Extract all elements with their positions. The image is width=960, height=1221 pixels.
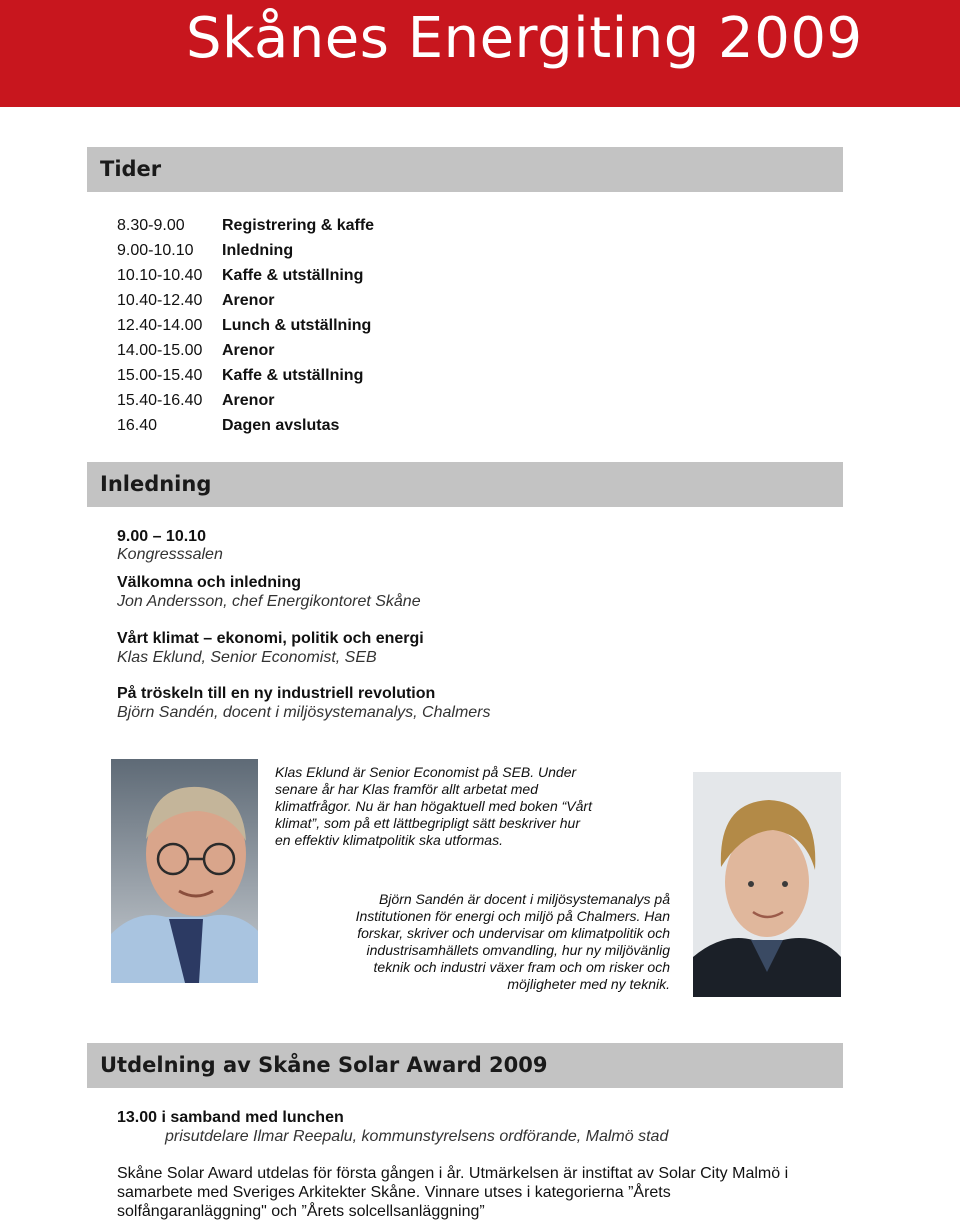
section-header-inledning (87, 462, 843, 507)
award-time: 13.00 i samband med lunchen (117, 1109, 344, 1126)
schedule-row (117, 215, 517, 240)
schedule-activity: Arenor (222, 392, 275, 409)
talk-title: På tröskeln till en ny industriell revolution (117, 685, 436, 702)
section-header-award (87, 1043, 843, 1088)
schedule-time: 12.40-14.00 (117, 317, 203, 334)
schedule-row (117, 390, 517, 415)
schedule-row (117, 290, 517, 315)
bio-line: forskar, skriver och undervisar om klimatpolitik och (357, 925, 670, 941)
section-title-tider: Tider (100, 157, 162, 181)
schedule-activity: Kaffe & utställning (222, 267, 364, 284)
bio-line: industrisamhällets omvandling, hur ny miljövänlig (366, 942, 670, 958)
schedule-time: 10.10-10.40 (117, 267, 203, 284)
schedule-time: 8.30-9.00 (117, 217, 185, 234)
talk-speaker: Klas Eklund, Senior Economist, SEB (117, 649, 377, 666)
schedule-activity: Registrering & kaffe (222, 217, 375, 234)
schedule-activity: Inledning (222, 242, 294, 259)
header-banner (0, 0, 960, 107)
klas-eklund-photo (111, 759, 258, 983)
award-presenter: prisutdelare Ilmar Reepalu, kommunstyrelsens ordförande, Malmö stad (165, 1128, 669, 1145)
schedule-time: 16.40 (117, 417, 158, 434)
schedule-list (117, 215, 517, 440)
schedule-row (117, 365, 517, 390)
inledning-time: 9.00 – 10.10 (117, 528, 206, 545)
inledning-venue: Kongresssalen (117, 546, 223, 563)
schedule-row (117, 240, 517, 265)
schedule-activity: Kaffe & utställning (222, 367, 364, 384)
bio-line: en effektiv klimatpolitik ska utformas. (275, 832, 503, 848)
bio-line: teknik och industri växer fram och om risker och (373, 959, 670, 975)
schedule-time: 10.40-12.40 (117, 292, 203, 309)
section-title-inledning: Inledning (100, 472, 212, 496)
schedule-row (117, 415, 517, 440)
award-description (117, 1164, 788, 1221)
talk-title: Vårt klimat – ekonomi, politik och energi (117, 630, 424, 647)
talk-speaker: Jon Andersson, chef Energikontoret Skåne (117, 593, 421, 610)
section-header-tider (87, 147, 843, 192)
schedule-time: 14.00-15.00 (117, 342, 203, 359)
award-line: Skåne Solar Award utdelas för första gången i år. Utmärkelsen är instiftat av Solar City Malmö i (117, 1165, 789, 1182)
schedule-row (117, 265, 517, 290)
award-line: solfångaranläggning" och ”Årets solcellsanläggning” (117, 1203, 485, 1220)
schedule-time: 15.00-15.40 (117, 367, 203, 384)
bio-line: klimat”, som på ett lättbegripligt sätt beskriver hur (275, 815, 581, 831)
talk-title: Välkomna och inledning (117, 574, 302, 591)
schedule-activity: Lunch & utställning (222, 317, 372, 334)
schedule-row (117, 315, 517, 340)
bjorn-sanden-photo (693, 772, 841, 997)
schedule-time: 15.40-16.40 (117, 392, 203, 409)
schedule-activity: Arenor (222, 342, 275, 359)
bio-line: Björn Sandén är docent i miljösystemanalys på (378, 891, 670, 907)
bio-line: klimatfrågor. Nu är han högaktuell med boken “Vårt (275, 798, 592, 814)
banner-title: Skånes Energiting 2009 (186, 6, 863, 71)
schedule-row (117, 340, 517, 365)
talk-speaker: Björn Sandén, docent i miljösystemanalys, Chalmers (117, 704, 491, 721)
schedule-activity: Dagen avslutas (222, 417, 340, 434)
schedule-activity: Arenor (222, 292, 275, 309)
award-line: samarbete med Sveriges Arkitekter Skåne. Vinnare utses i kategorierna ”Årets (117, 1184, 671, 1201)
bio-line: möjligheter med ny teknik. (507, 976, 670, 992)
klas-eklund-bio (275, 764, 592, 849)
section-title-award: Utdelning av Skåne Solar Award 2009 (100, 1053, 548, 1077)
bio-line: Klas Eklund är Senior Economist på SEB. Under (275, 764, 577, 780)
bjorn-sanden-bio (330, 891, 670, 993)
schedule-time: 9.00-10.10 (117, 242, 194, 259)
bio-line: Institutionen för energi och miljö på Chalmers. Han (355, 908, 670, 924)
bio-line: senare år har Klas framför allt arbetat med (275, 781, 539, 797)
